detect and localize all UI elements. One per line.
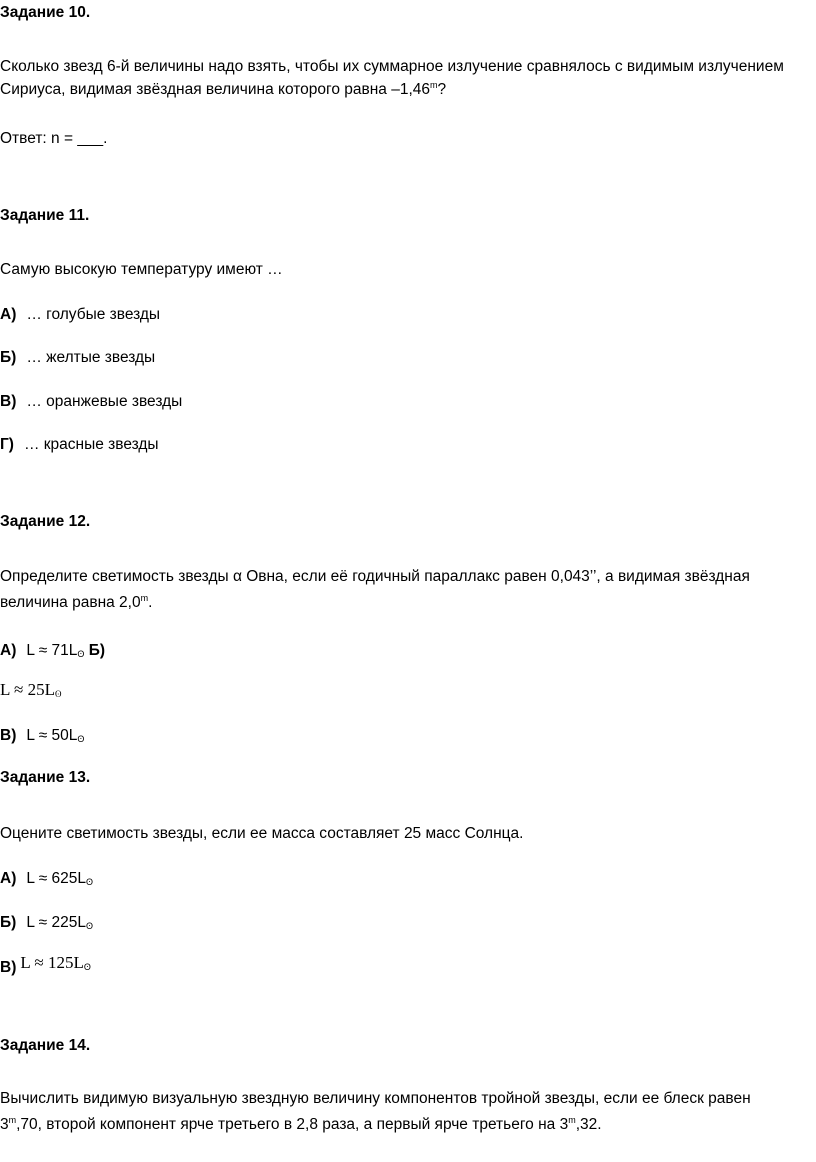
task13-option-c: В) $L \approx 125L_ʘ$ bbox=[0, 953, 91, 976]
task12-option-b-label: Б) bbox=[88, 642, 106, 659]
task12-text-line2: величина равна 2,0$^m$. bbox=[0, 593, 153, 611]
task12-option-b: $L \approx 25L_ʘ$ bbox=[0, 680, 62, 699]
task13-title: Задание 13. bbox=[0, 769, 91, 786]
task10-text-line1: Сколько звезд 6-й величины надо взять, чтобы их суммарное излучение сравнялось с видимым излучением bbox=[0, 58, 784, 75]
task11-title: Задание 11. bbox=[0, 207, 90, 224]
task13-question: Оцените светимость звезды, если ее масса составляет 25 масс Солнца. bbox=[0, 825, 524, 842]
task12-title: Задание 12. bbox=[0, 513, 91, 530]
task13-option-b: Б) $L \approx 225L_ʘ$ bbox=[0, 914, 93, 931]
task13-option-a: А) $L \approx 625L_ʘ$ bbox=[0, 870, 94, 887]
task10-title: Задание 10. bbox=[0, 4, 91, 21]
task12-option-a: А) $L \approx 71L_ʘ$ Б) bbox=[0, 642, 106, 659]
task11-question: Самую высокую температуру имеют … bbox=[0, 261, 283, 278]
task11-option-a: А) … голубые звезды bbox=[0, 306, 161, 323]
task11-option-b: Б) … желтые звезды bbox=[0, 349, 156, 366]
task14-text-line2: 3$^m$,70, второй компонент ярче третьего в 2,8 раза, а первый ярче третьего на 3$^m$,32. bbox=[0, 1115, 602, 1133]
task14-title: Задание 14. bbox=[0, 1037, 91, 1054]
task10-answer: Ответ: n = ___. bbox=[0, 130, 108, 147]
task12-option-c: В) $L \approx 50L_ʘ$ bbox=[0, 727, 85, 744]
task10-text-line2: Сириуса, видимая звёздная величина которого равна –1,46$^m$? bbox=[0, 80, 447, 98]
task14-text-line1: Вычислить видимую визуальную звездную величину компонентов тройной звезды, если ее блеск равен bbox=[0, 1090, 751, 1107]
task12-text-line1: Определите светимость звезды α Овна, если её годичный параллакс равен 0,043’’, а видимая звёздная bbox=[0, 568, 750, 585]
task11-option-d: Г) … красные звезды bbox=[0, 436, 159, 453]
task11-option-c: В) … оранжевые звезды bbox=[0, 393, 183, 410]
